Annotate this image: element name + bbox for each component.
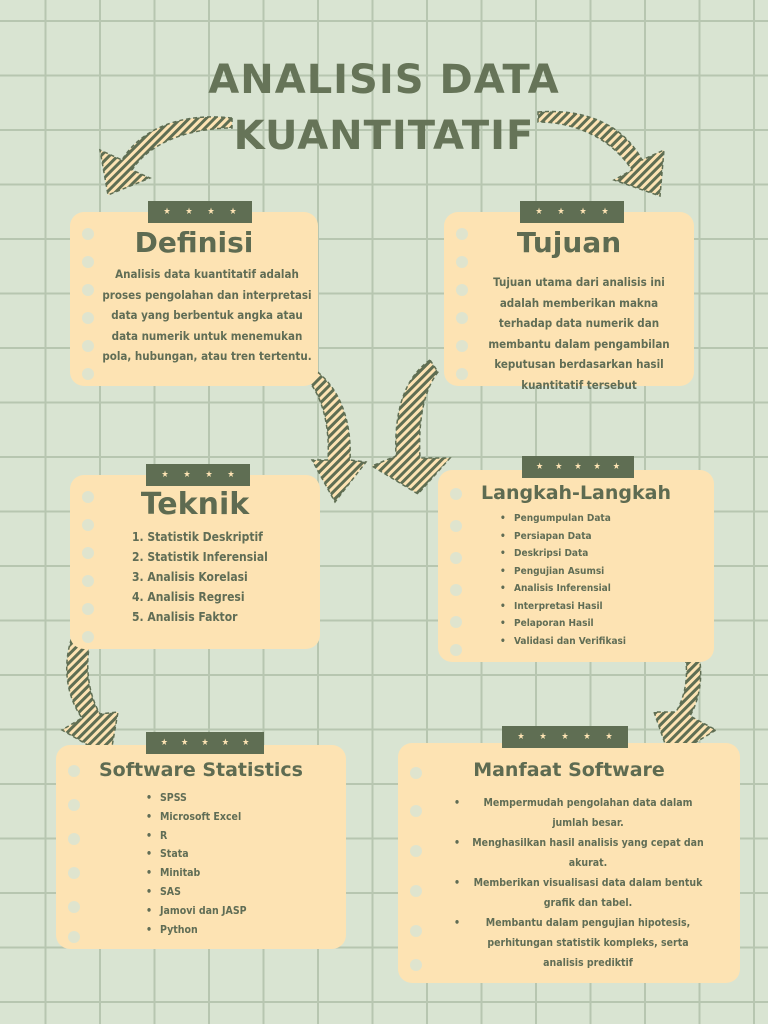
software-heading: Software Statistics xyxy=(99,759,303,781)
langkah-list xyxy=(498,510,626,650)
tujuan-card xyxy=(444,212,694,392)
title-line-1: ANALISIS DATA xyxy=(208,57,560,103)
list-item: 3. Analisis Korelasi xyxy=(132,570,248,584)
list-item: 5. Analisis Faktor xyxy=(132,610,238,624)
list-item: • Minitab xyxy=(144,864,247,883)
teknik-card xyxy=(70,475,320,649)
definisi-tape: ★ ★ ★ ★ xyxy=(148,201,252,223)
definisi-text: Analisis data kuantitatif adalah proses pengolahan dan interpretasi data yang berbentuk angka atau data numerik untuk menemukan pola, hubungan, atau tren tertentu. xyxy=(102,267,312,363)
software-card xyxy=(56,745,346,949)
tujuan-text: Tujuan utama dari analisis ini adalah memberikan makna terhadap data numerik dan membantu dalam pengambilan keputusan berdasarkan hasil kuantitatif tersebut xyxy=(488,275,670,392)
teknik-heading: Teknik xyxy=(140,487,250,522)
list-item: • Analisis Inferensial xyxy=(498,580,626,598)
langkah-heading: Langkah-Langkah xyxy=(481,482,671,504)
arrow-title-to-definisi xyxy=(100,117,232,195)
list-item: • Microsoft Excel xyxy=(144,808,247,827)
manfaat-list xyxy=(452,793,708,973)
list-item: • Pengumpulan Data xyxy=(498,510,626,528)
software-list xyxy=(144,789,247,939)
list-item: • SAS xyxy=(144,883,247,902)
notebook-holes xyxy=(410,753,426,973)
list-item: • Persiapan Data xyxy=(498,528,626,546)
langkah-tape: ★ ★ ★ ★ ★ xyxy=(522,456,634,478)
definisi-card xyxy=(70,212,318,386)
list-item: 4. Analisis Regresi xyxy=(132,590,245,604)
notebook-holes xyxy=(450,480,466,652)
arrow-title-to-tujuan xyxy=(538,111,664,196)
list-item: • Memberikan visualisasi data dalam bentuk grafik dan tabel. xyxy=(452,873,708,913)
list-item: • Stata xyxy=(144,845,247,864)
manfaat-card xyxy=(398,743,740,983)
list-item: 2. Statistik Inferensial xyxy=(132,550,268,564)
title-line-2: KUANTITATIF xyxy=(233,113,535,159)
list-item: • R xyxy=(144,827,247,846)
list-item: • Python xyxy=(144,921,247,940)
list-item: • Pelaporan Hasil xyxy=(498,615,626,633)
notebook-holes xyxy=(68,755,84,939)
manfaat-heading: Manfaat Software xyxy=(473,759,665,781)
teknik-list xyxy=(132,527,268,627)
software-tape: ★ ★ ★ ★ ★ xyxy=(146,732,264,754)
list-item: • Jamovi dan JASP xyxy=(144,902,247,921)
list-item: • Validasi dan Verifikasi xyxy=(498,633,626,651)
list-item: • Interpretasi Hasil xyxy=(498,598,626,616)
teknik-tape: ★ ★ ★ ★ xyxy=(146,464,250,486)
list-item: • SPSS xyxy=(144,789,247,808)
arrow-tujuan-to-langkah xyxy=(372,360,450,494)
tujuan-heading: Tujuan xyxy=(516,226,622,259)
list-item: • Pengujian Asumsi xyxy=(498,563,626,581)
list-item: • Menghasilkan hasil analisis yang cepat dan akurat. xyxy=(452,833,708,873)
manfaat-tape: ★ ★ ★ ★ ★ xyxy=(502,726,628,748)
tujuan-tape: ★ ★ ★ ★ xyxy=(520,201,624,223)
list-item: • Membantu dalam pengujian hipotesis, perhitungan statistik kompleks, serta analisis prediktif xyxy=(452,913,708,973)
definisi-heading: Definisi xyxy=(134,226,254,259)
list-item: • Deskripsi Data xyxy=(498,545,626,563)
list-item: 1. Statistik Deskriptif xyxy=(132,530,263,544)
langkah-card xyxy=(438,470,714,662)
list-item: • Mempermudah pengolahan data dalam jumlah besar. xyxy=(452,793,708,833)
